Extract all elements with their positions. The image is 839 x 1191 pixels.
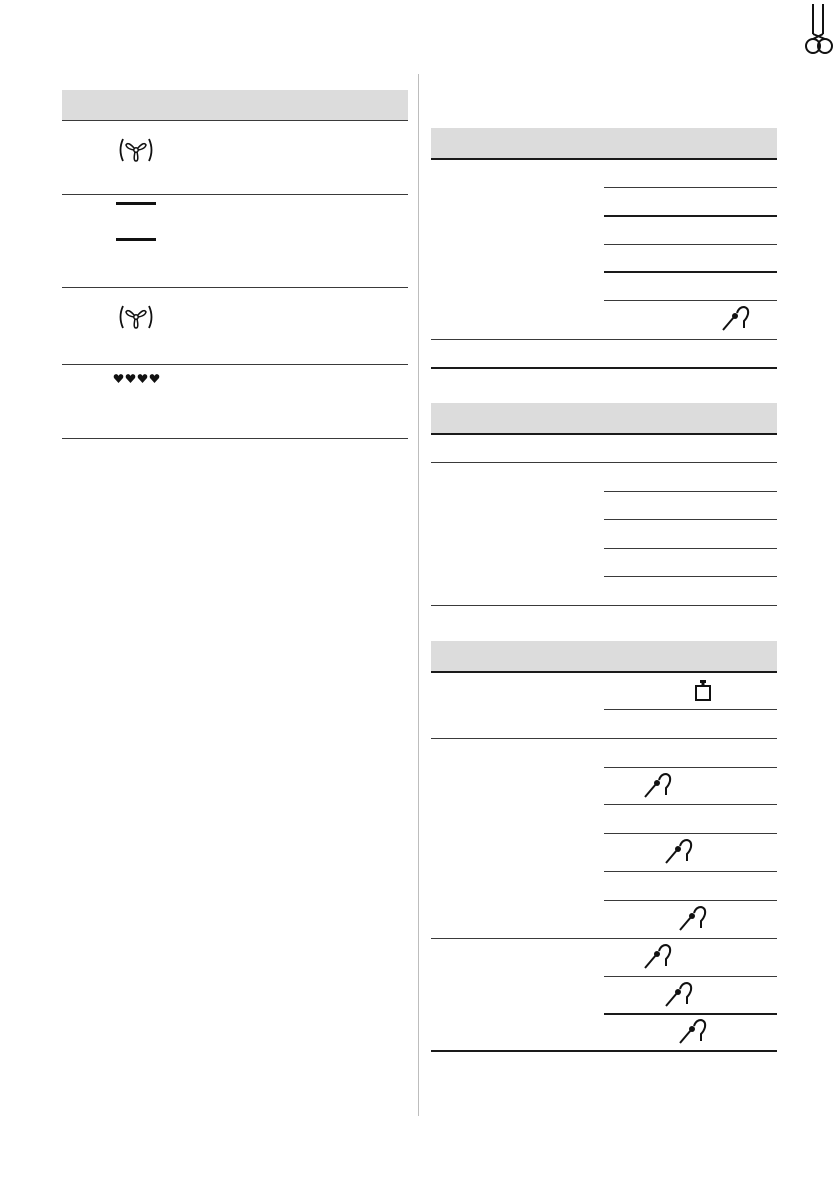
table-rule: [431, 367, 777, 369]
table-rule: [431, 938, 777, 939]
table-rule: [431, 433, 777, 435]
scissors-icon: [803, 4, 833, 60]
sub-rule: [604, 491, 777, 492]
probe-icon: [721, 304, 751, 332]
sub-rule: [604, 215, 777, 217]
sub-rule: [604, 548, 777, 549]
sub-rule: [604, 976, 777, 977]
left-table-rule: [62, 194, 408, 195]
sub-rule: [604, 833, 777, 834]
table-rule: [431, 671, 777, 673]
left-table-rule: [62, 438, 408, 439]
table-rule: [431, 605, 777, 606]
column-divider: [418, 74, 419, 1116]
sub-rule: [604, 576, 777, 577]
left-table-header: [62, 90, 408, 120]
table-rule: [431, 738, 777, 739]
fan-icon: [118, 303, 154, 331]
table-rule: [431, 339, 777, 340]
table-rule: [431, 462, 777, 463]
right-table-1-header: [431, 128, 777, 158]
sub-rule: [604, 271, 777, 273]
left-table-rule: [62, 364, 408, 365]
left-table-rule: [62, 120, 408, 121]
probe-icon: [664, 837, 694, 865]
sub-rule: [604, 900, 777, 901]
table-rule: [431, 1050, 777, 1052]
right-table-3-header: [431, 641, 777, 671]
sub-rule: [604, 709, 777, 710]
right-table-2-header: [431, 403, 777, 433]
sub-rule: [604, 300, 777, 301]
sub-rule: [604, 767, 777, 768]
left-table-rule: [62, 287, 408, 288]
dash-icon: [116, 238, 156, 241]
probe-icon: [678, 1017, 708, 1045]
probe-icon: [643, 771, 673, 799]
fan-icon: [118, 136, 154, 164]
probe-icon: [664, 980, 694, 1008]
sub-rule: [604, 244, 777, 245]
sub-rule: [604, 1013, 777, 1015]
sub-rule: [604, 187, 777, 188]
sub-rule: [604, 804, 777, 805]
table-rule: [431, 158, 777, 160]
sub-rule: [604, 871, 777, 872]
hearts-icon: [113, 373, 161, 384]
bottle-icon: [694, 679, 712, 701]
dash-icon: [116, 202, 156, 205]
probe-icon: [643, 942, 673, 970]
probe-icon: [678, 904, 708, 932]
sub-rule: [604, 519, 777, 520]
